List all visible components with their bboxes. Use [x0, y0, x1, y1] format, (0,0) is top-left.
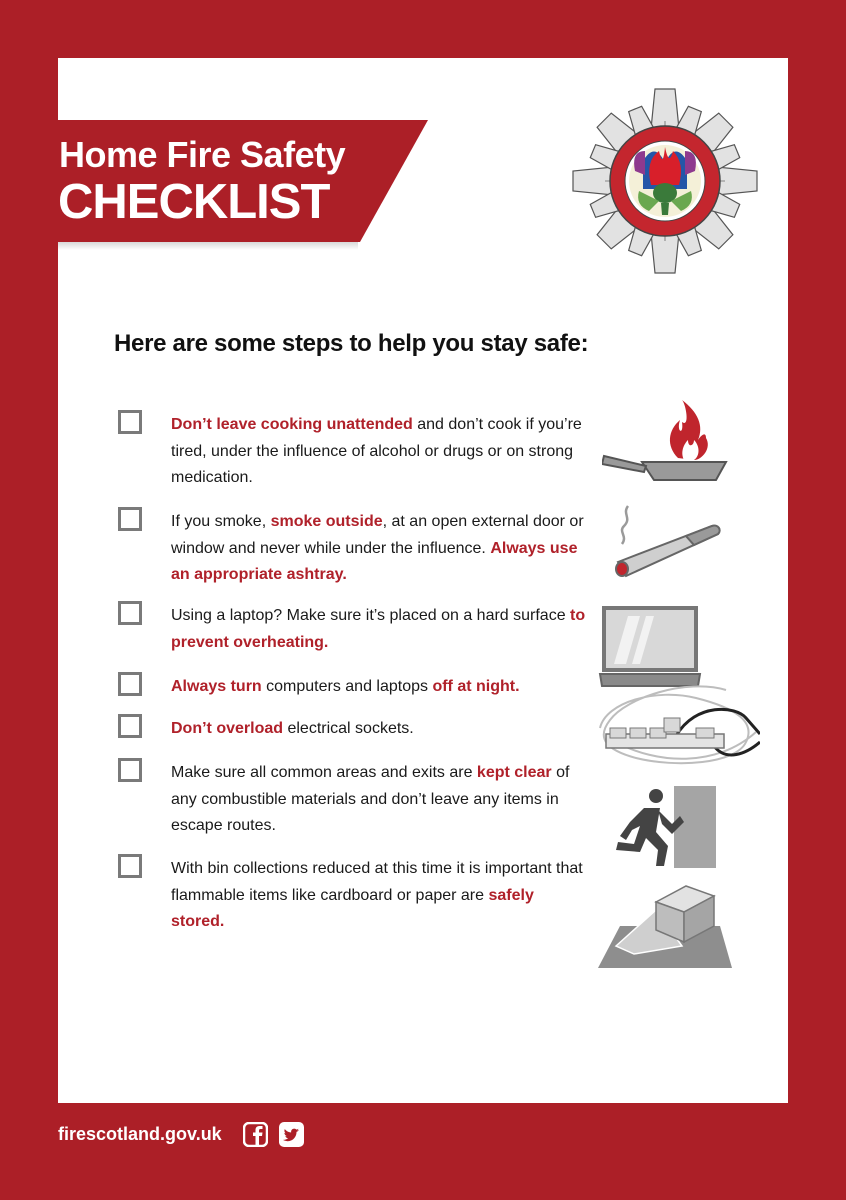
body-text: computers and laptops [261, 678, 433, 695]
cigarette-icon [608, 500, 726, 580]
checklist-item-text [171, 509, 591, 589]
title-line-1: Home Fire Safety [59, 134, 346, 175]
frying-pan-fire-icon [602, 400, 728, 484]
checkbox[interactable] [118, 601, 142, 625]
body-text: Make sure all common areas and exits are [171, 764, 477, 781]
footer-website-link[interactable]: firescotland.gov.uk [58, 1124, 222, 1144]
title-line-2: CHECKLIST [58, 175, 330, 229]
body-text: Using a laptop? Make sure it’s placed on a hard surface [171, 607, 571, 624]
highlighted-text: Don’t leave cooking unattended [171, 416, 413, 433]
checkbox[interactable] [118, 410, 142, 434]
sfrs-logo [570, 86, 760, 276]
checklist-item-text [171, 674, 591, 701]
checklist-item-text [171, 603, 591, 656]
highlighted-text: Always use an appropriate ashtray. [171, 539, 578, 583]
checklist-item-text [171, 716, 591, 743]
twitter-icon[interactable] [279, 1122, 304, 1147]
stored-boxes-icon [598, 884, 734, 970]
body-text: of any combustible materials and don’t leave any items in escape routes. [171, 764, 570, 834]
body-text: With bin collections reduced at this time it is important that flammable items like cardboard or paper are [171, 860, 583, 904]
highlighted-text: Don’t overload [171, 720, 284, 737]
facebook-icon[interactable] [243, 1122, 268, 1147]
highlighted-text: Always turn [171, 678, 262, 695]
highlighted-text: to prevent overheating. [171, 607, 586, 651]
checkbox[interactable] [118, 672, 142, 696]
overloaded-sockets-icon [596, 672, 760, 772]
checkbox[interactable] [118, 758, 142, 782]
intro-heading: Here are some steps to help you stay safe: [114, 330, 589, 357]
body-text: If you smoke, [171, 513, 271, 530]
checklist-item-text [171, 856, 591, 936]
emergency-exit-icon [612, 786, 716, 868]
highlighted-text: safely stored. [171, 886, 534, 930]
highlighted-text: off at night. [432, 678, 520, 695]
body-text: electrical sockets. [283, 720, 414, 737]
highlighted-text: smoke outside [270, 513, 383, 530]
checkbox[interactable] [118, 507, 142, 531]
highlighted-text: kept clear [476, 764, 552, 781]
checkbox[interactable] [118, 714, 142, 738]
checkbox[interactable] [118, 854, 142, 878]
checklist-item-text [171, 760, 591, 840]
body-text: , at an open external door or window and never while under the influence. [171, 513, 584, 557]
body-text: and don’t cook if you’re tired, under the influence of alcohol or drugs or on strong medication. [171, 416, 582, 486]
checklist-item-text [171, 412, 591, 492]
